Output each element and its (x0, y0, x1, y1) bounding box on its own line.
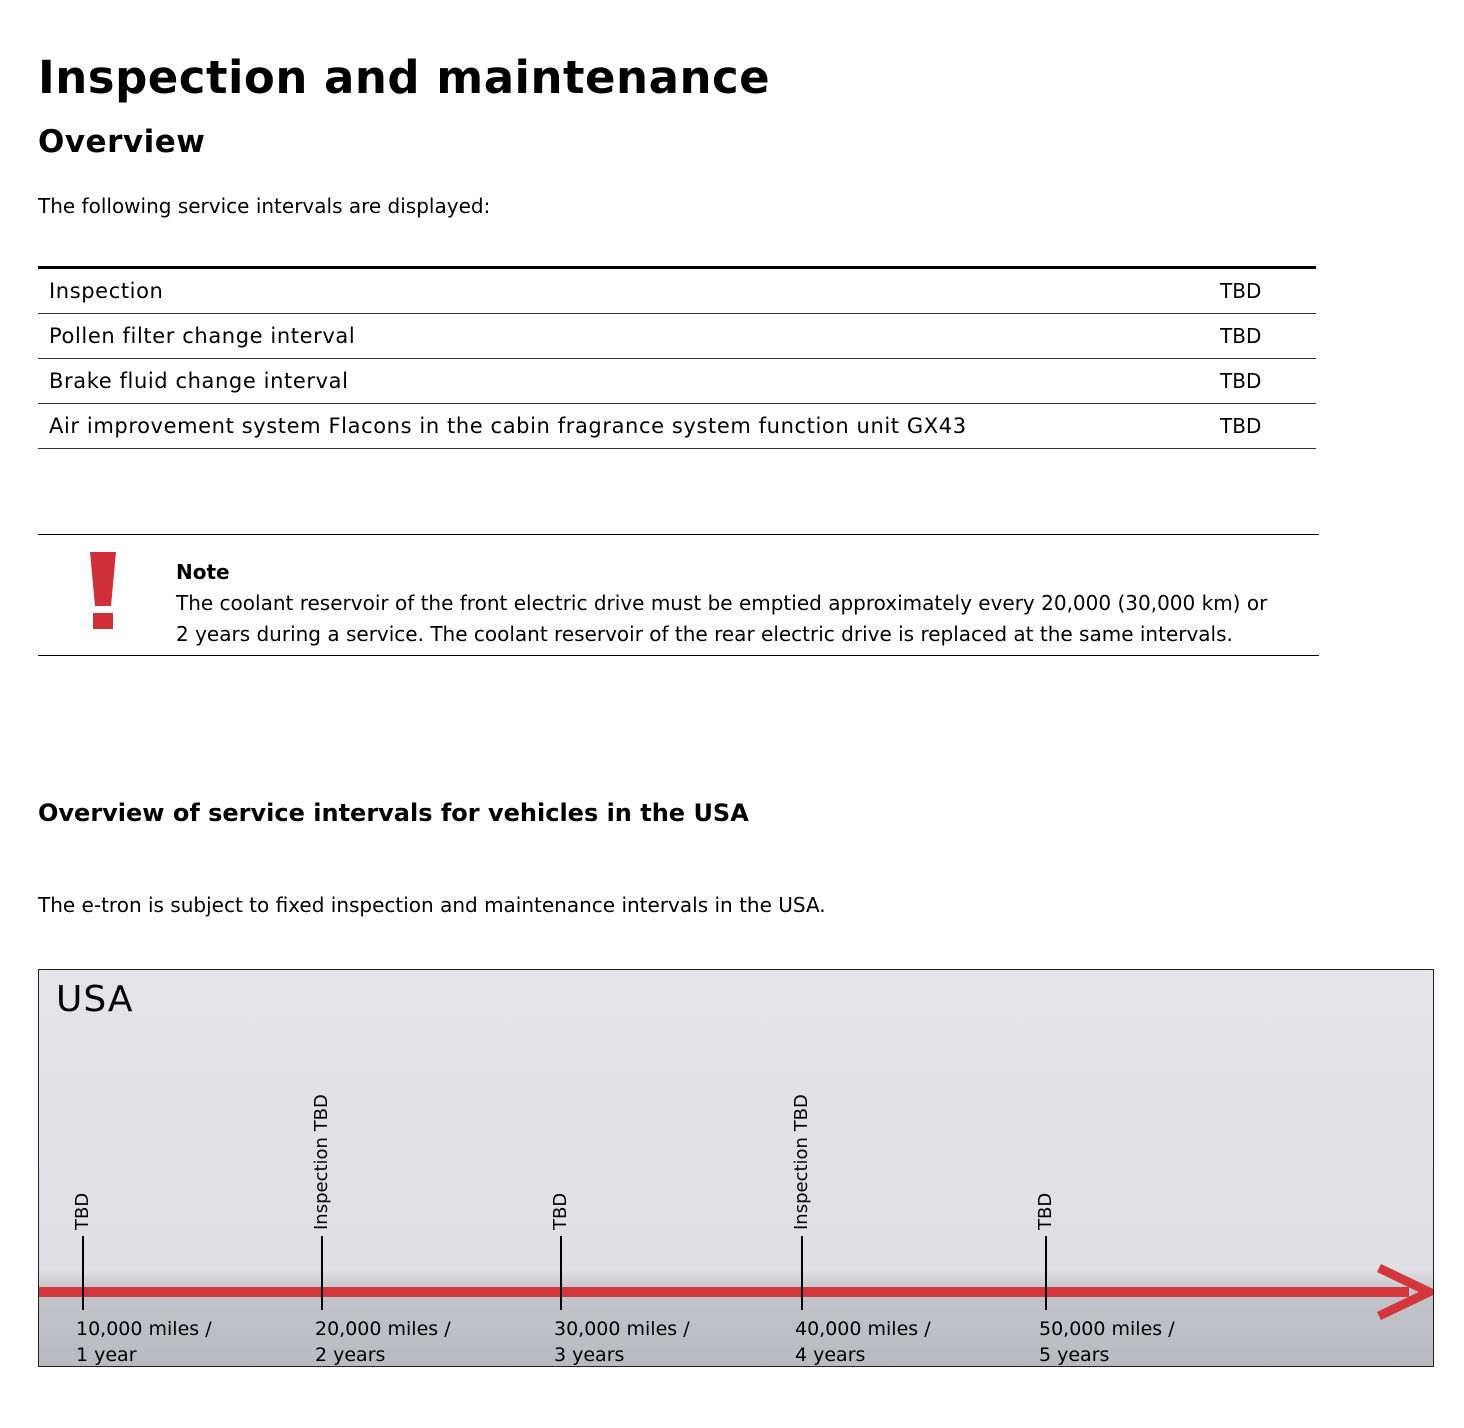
note-text: The coolant reservoir of the front electric drive must be emptied approximately every 20,000 (30,000 km) or 2 years during a service. The coolant reservoir of the rear electric drive is replaced at the same intervals. (176, 591, 1268, 646)
exclamation-icon (88, 550, 118, 632)
milestone-label: Inspection TBD (311, 1094, 332, 1230)
milestone-miles: 30,000 miles / (554, 1318, 690, 1340)
milestone-years: 5 years (1039, 1344, 1110, 1366)
milestone-distance (315, 1316, 451, 1367)
usa-timeline-panel (38, 969, 1434, 1367)
page-subtitle: Overview (38, 124, 206, 160)
note-box (38, 534, 1319, 656)
region-label: USA (56, 979, 134, 1020)
milestone-distance (76, 1316, 212, 1367)
table-row (38, 404, 1316, 449)
timeline-graphic (39, 970, 1433, 1366)
interval-name: Inspection (38, 268, 1220, 314)
note-title: Note (176, 560, 230, 584)
milestone-distance (795, 1316, 931, 1367)
table-row (38, 359, 1316, 404)
intro-text: The following service intervals are displayed: (38, 194, 491, 218)
milestone-distance (554, 1316, 690, 1367)
milestone-miles: 40,000 miles / (795, 1318, 931, 1340)
interval-value: TBD (1220, 404, 1316, 449)
milestone-years: 1 year (76, 1344, 137, 1366)
milestone-label: TBD (550, 1192, 571, 1230)
milestone-distance (1039, 1316, 1175, 1367)
interval-name: Air improvement system Flacons in the cabin fragrance system function unit GX43 (38, 404, 1220, 449)
milestone-years: 2 years (315, 1344, 386, 1366)
table-row (38, 268, 1316, 314)
milestone-label: TBD (1035, 1192, 1056, 1230)
table-row (38, 314, 1316, 359)
usa-section-text: The e-tron is subject to fixed inspection and maintenance intervals in the USA. (38, 893, 826, 917)
exclamation-dot (93, 613, 113, 629)
milestone-years: 4 years (795, 1344, 866, 1366)
milestone-miles: 20,000 miles / (315, 1318, 451, 1340)
timeline-arrow-shaft (39, 1287, 1409, 1297)
milestone-label: Inspection TBD (791, 1094, 812, 1230)
interval-value: TBD (1220, 268, 1316, 314)
interval-name: Brake fluid change interval (38, 359, 1220, 404)
interval-value: TBD (1220, 314, 1316, 359)
interval-name: Pollen filter change interval (38, 314, 1220, 359)
service-interval-table (38, 266, 1316, 449)
page-title: Inspection and maintenance (38, 51, 771, 104)
exclamation-bar (90, 552, 116, 606)
milestone-label: TBD (72, 1192, 93, 1230)
usa-section-heading: Overview of service intervals for vehicles in the USA (38, 799, 749, 827)
milestone-miles: 10,000 miles / (76, 1318, 212, 1340)
milestone-miles: 50,000 miles / (1039, 1318, 1175, 1340)
milestone-years: 3 years (554, 1344, 625, 1366)
interval-value: TBD (1220, 359, 1316, 404)
